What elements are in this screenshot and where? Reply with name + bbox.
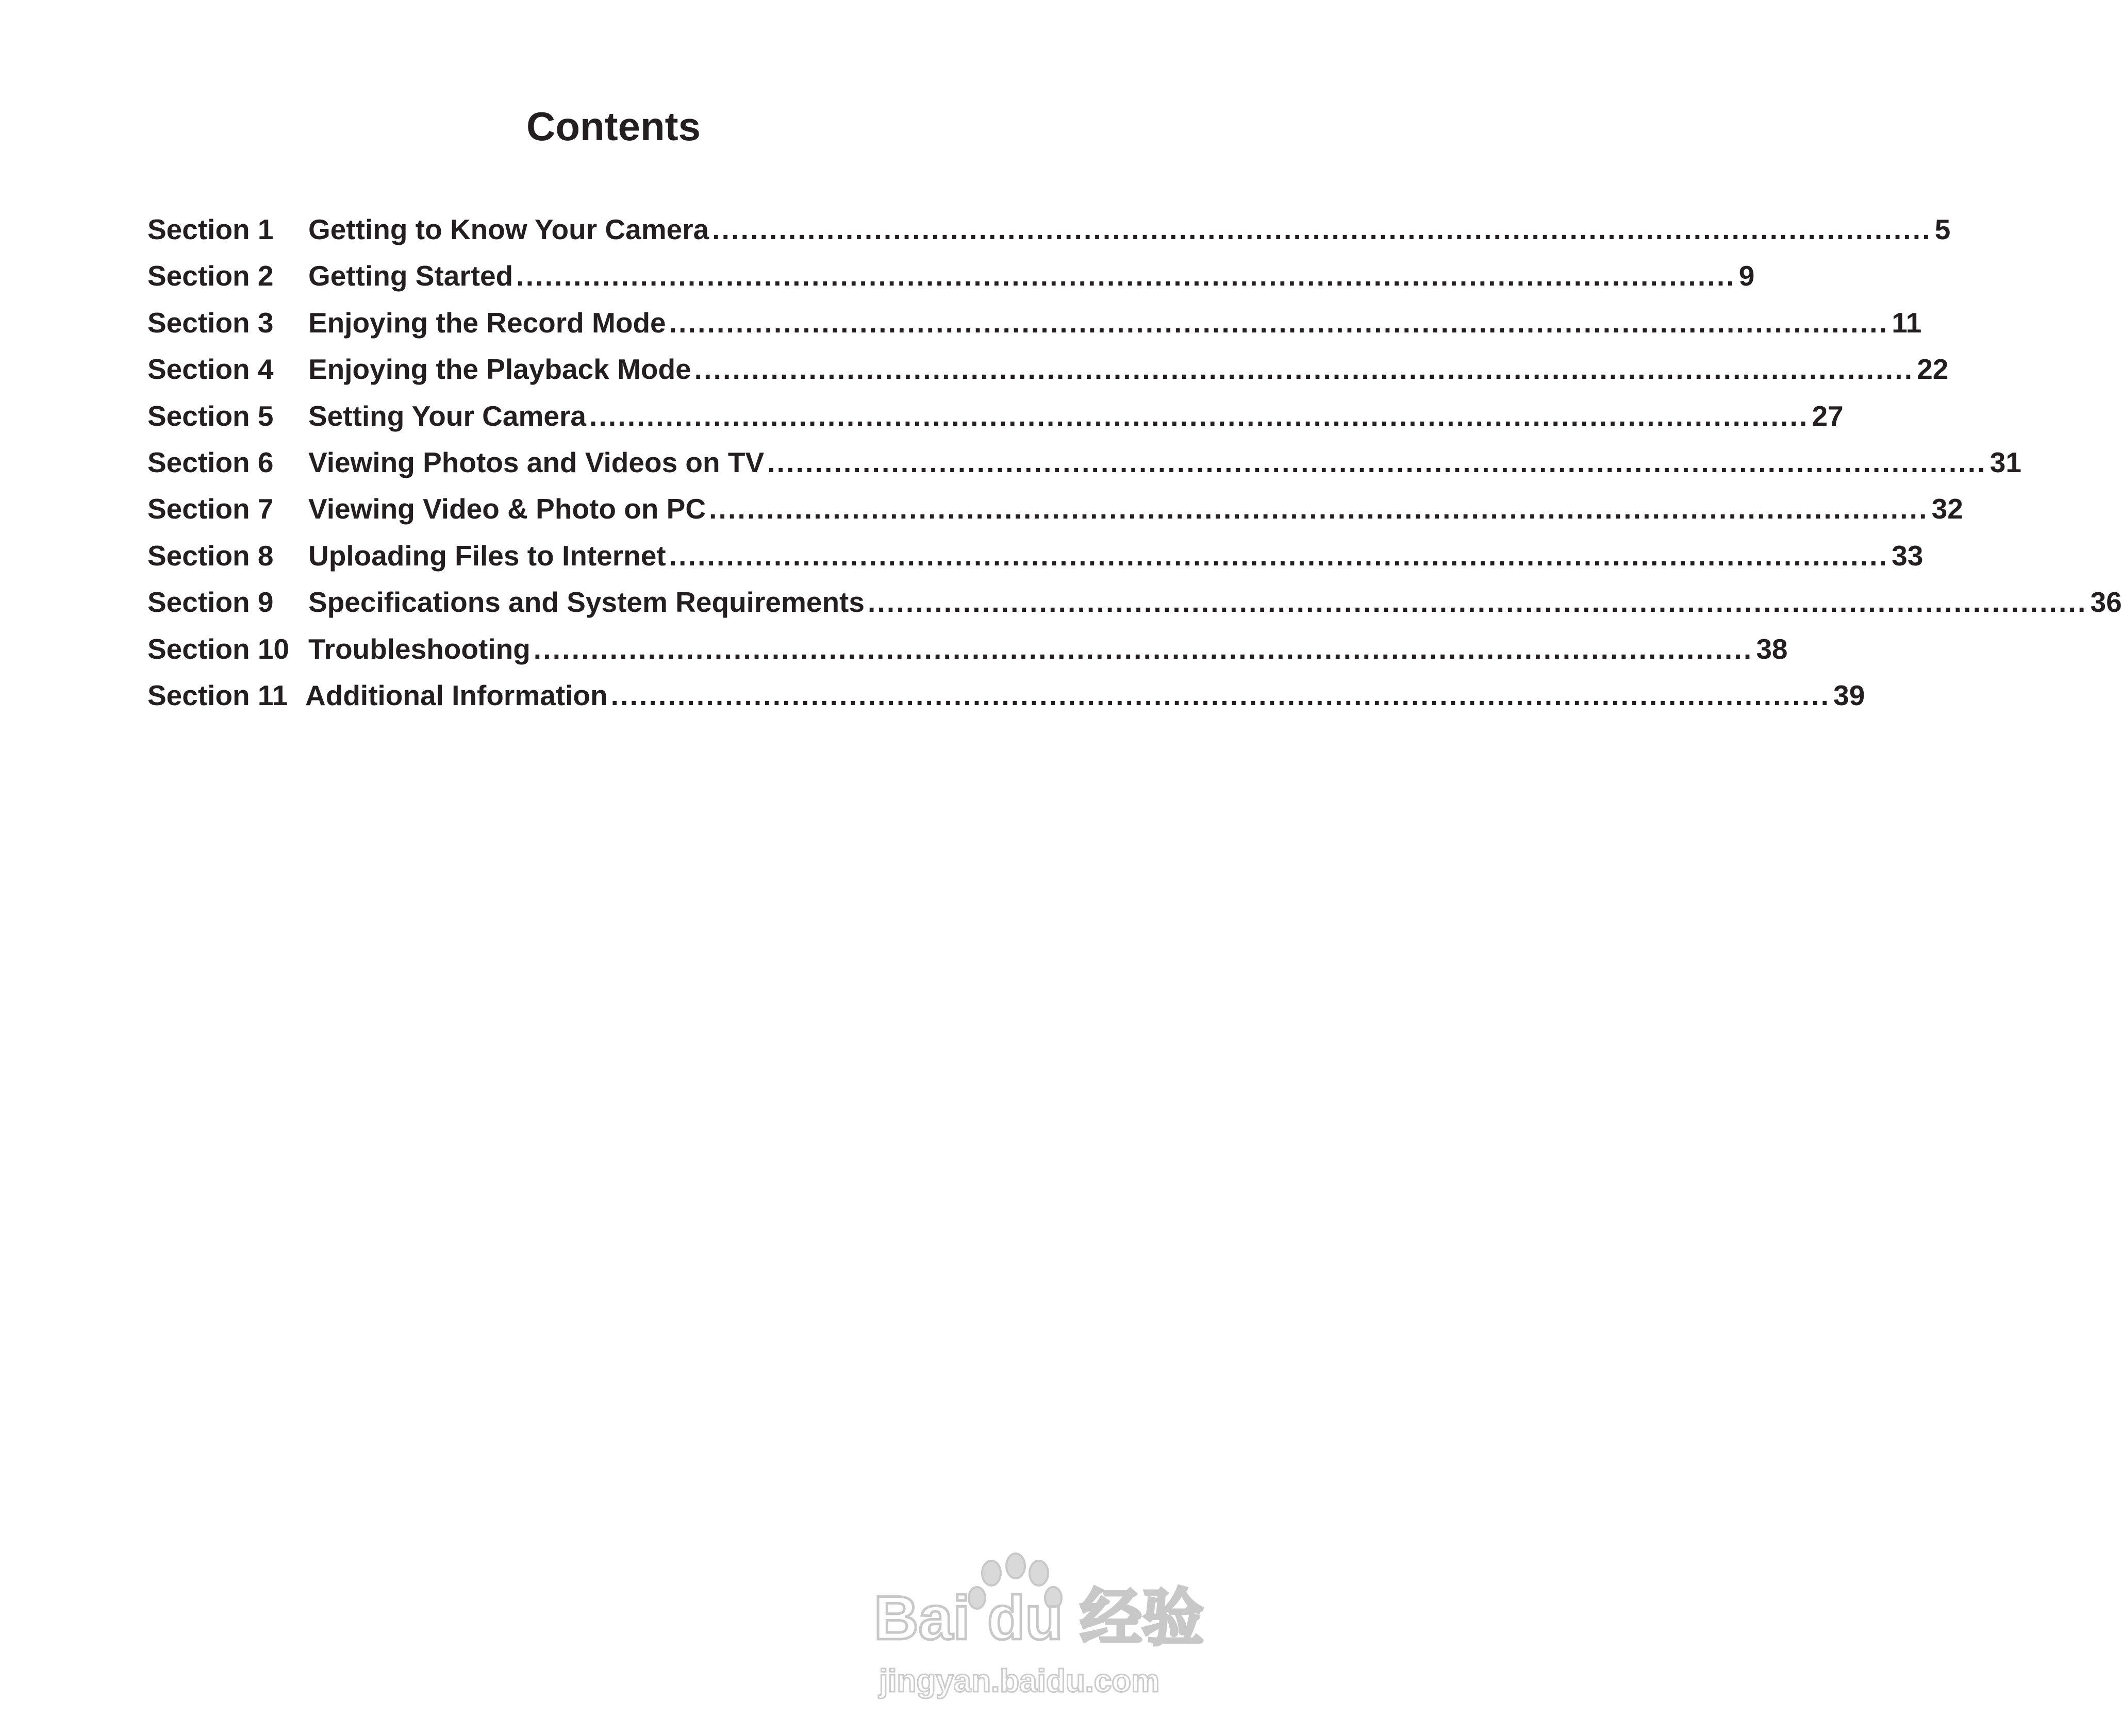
toc-leader-dots: ................................................................................................................................ [867, 586, 2087, 619]
toc-leader-dots: ................................................................................................................................ [709, 493, 1929, 525]
toc-leader-dots: ................................................................................................................................ [712, 213, 1932, 245]
toc-section-title: Uploading Files to Internet [308, 539, 666, 572]
toc-section-label: Section 10 [147, 632, 290, 665]
toc-entry-10[interactable] [147, 632, 1788, 679]
toc-page-number: 11 [1892, 306, 1922, 339]
toc-leader-dots: ................................................................................................................................ [669, 539, 1889, 572]
toc-page-number: 36 [2090, 586, 2122, 619]
toc-leader-dots: ................................................................................................................................ [516, 260, 1736, 292]
toc-leader-dots: ................................................................................................................................ [533, 632, 1753, 665]
toc-page-number: 39 [1833, 679, 1865, 711]
watermark-url: jingyan.baidu.com [879, 1663, 1160, 1699]
toc-section-label: Section 1 [147, 213, 274, 245]
toc-section-label: Section 9 [147, 586, 274, 619]
toc-page-number: 32 [1931, 493, 1963, 525]
toc-section-label: Section 7 [147, 493, 274, 525]
toc-section-title: Enjoying the Record Mode [308, 306, 666, 339]
toc-section-title: Getting to Know Your Camera [308, 213, 709, 245]
toc-entry-7[interactable] [147, 492, 1963, 539]
toc-page-number: 38 [1756, 632, 1788, 665]
toc-section-label: Section 5 [147, 399, 274, 432]
toc-page-number: 27 [1812, 399, 1844, 432]
toc-entry-5[interactable] [147, 399, 1844, 446]
toc-entry-11[interactable] [147, 679, 1865, 725]
watermark-brand: Bai du 经验 [874, 1583, 1204, 1652]
page-title: Contents [526, 104, 701, 149]
toc-section-title: Getting Started [308, 260, 513, 292]
toc-page-number: 33 [1892, 539, 1924, 572]
baidu-jingyan-watermark [869, 1551, 1204, 1706]
toc-section-label: Section 8 [147, 539, 274, 572]
toc-entry-8[interactable] [147, 539, 1924, 586]
toc-page-number: 31 [1990, 446, 2021, 478]
toc-page-number: 9 [1738, 260, 1755, 292]
toc-section-title: Troubleshooting [308, 632, 530, 665]
toc-section-title: Enjoying the Playback Mode [308, 353, 691, 386]
toc-section-label: Section 6 [147, 446, 274, 478]
toc-page-number: 22 [1917, 353, 1949, 386]
toc-entry-3[interactable] [147, 306, 1922, 353]
toc-section-label: Section 2 [147, 260, 274, 292]
toc-section-title: Additional Information [305, 679, 608, 711]
toc-entry-1[interactable] [147, 213, 1951, 259]
toc-leader-dots: ................................................................................................................................ [669, 306, 1889, 339]
toc-entry-9[interactable] [147, 586, 2122, 632]
toc-page-number: 5 [1934, 213, 1951, 245]
toc-section-label: Section 11 [147, 679, 288, 711]
toc-entry-4[interactable] [147, 353, 1949, 399]
toc-section-label: Section 3 [147, 306, 274, 339]
toc-section-label: Section 4 [147, 353, 274, 386]
toc-leader-dots: ................................................................................................................................ [767, 446, 1987, 478]
toc-section-title: Specifications and System Requirements [308, 586, 865, 619]
toc-section-title: Setting Your Camera [308, 399, 586, 432]
toc-section-title: Viewing Video & Photo on PC [308, 493, 706, 525]
toc-entry-6[interactable] [147, 446, 2021, 492]
toc-entry-2[interactable] [147, 259, 1755, 306]
toc-leader-dots: ................................................................................................................................ [589, 399, 1809, 432]
toc-section-title: Viewing Photos and Videos on TV [308, 446, 765, 478]
toc-leader-dots: ................................................................................................................................ [610, 679, 1831, 711]
table-of-contents [147, 213, 2122, 725]
toc-leader-dots: ................................................................................................................................ [694, 353, 1914, 386]
